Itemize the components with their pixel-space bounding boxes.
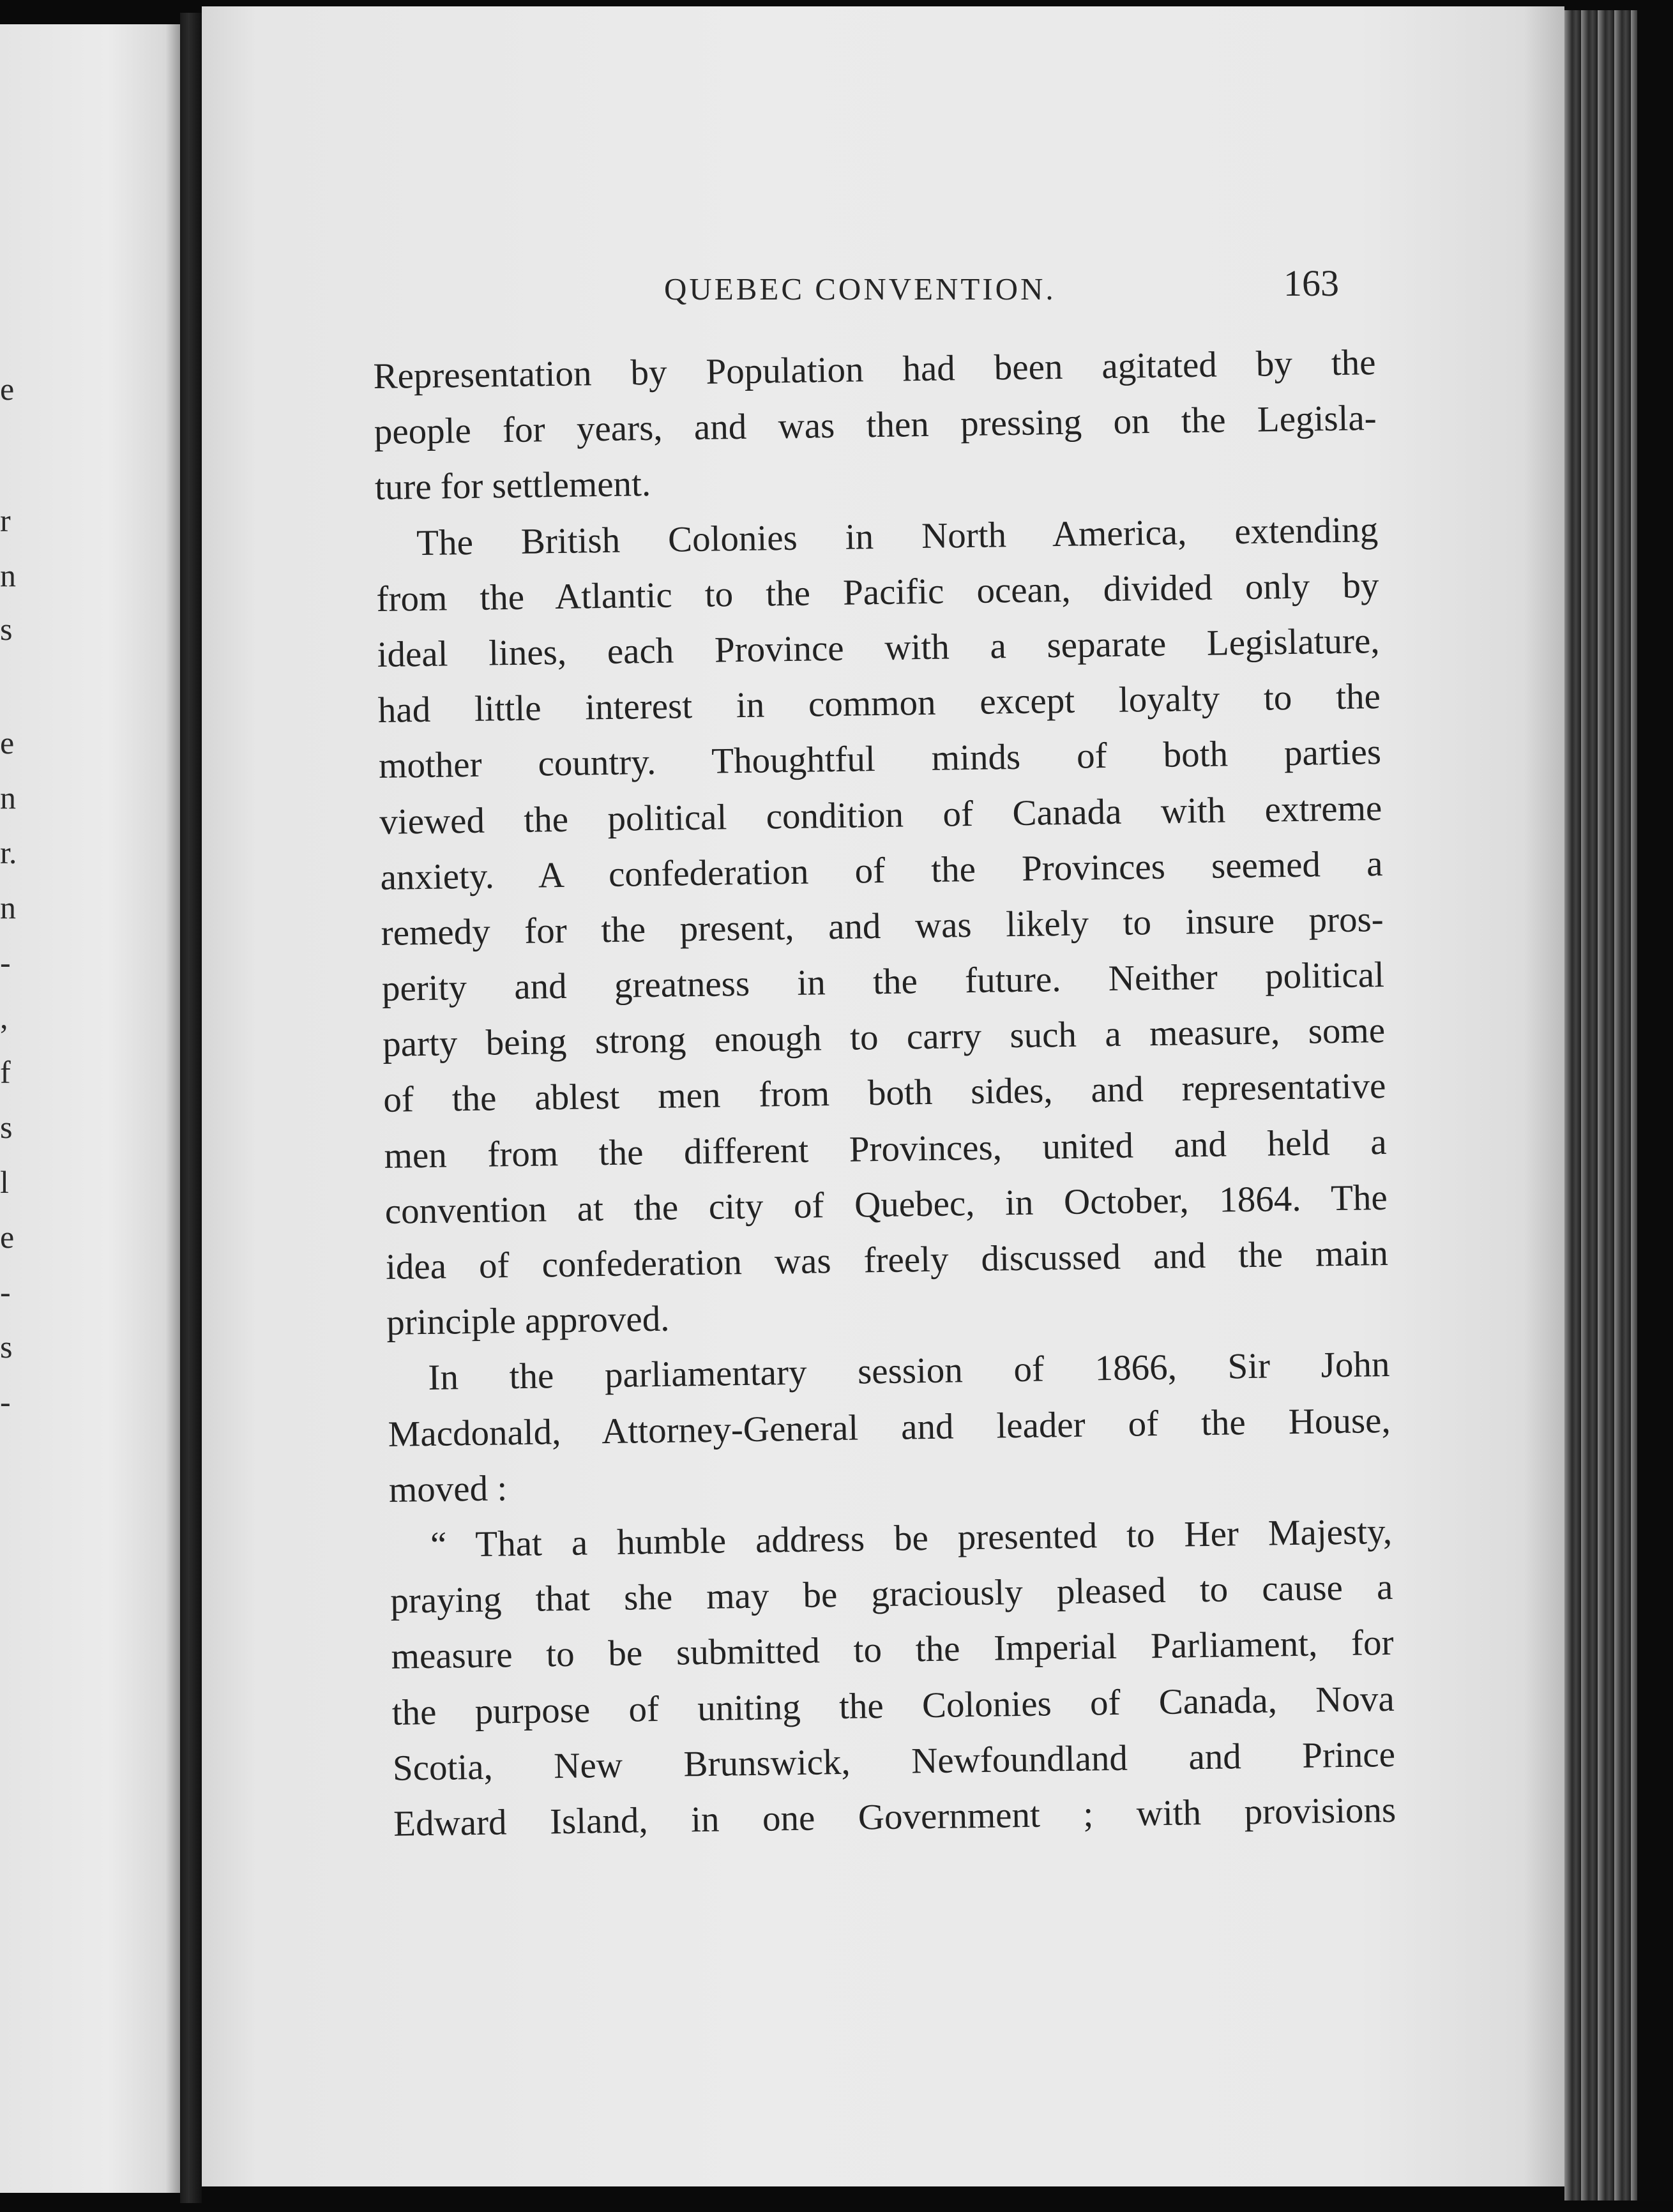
text-line: viewed the political condition of Canada with extreme [379, 787, 1382, 842]
margin-fragment: e [0, 371, 15, 407]
text-line: from the Atlantic to the Pacific ocean, divided only by [376, 564, 1379, 619]
text-line: Edward Island, in one Government ; with provisions [393, 1789, 1397, 1844]
text-line: party being strong enough to carry such a measure, some [382, 1010, 1386, 1065]
margin-fragment: f [0, 1054, 11, 1090]
text-line: the purpose of uniting the Colonies of Canada, Nova [391, 1678, 1395, 1733]
margin-fragment: r. [0, 835, 17, 870]
margin-fragment: e [0, 725, 15, 761]
text-line: principle approved. [386, 1298, 670, 1344]
body-text [373, 335, 1397, 1852]
margin-fragment: s [0, 1329, 13, 1365]
book-gutter [180, 13, 202, 2203]
margin-fragment: e [0, 1219, 15, 1255]
margin-fragment: n [0, 780, 16, 815]
text-line: In the parliamentary session of 1866, Sir John [428, 1344, 1390, 1398]
page-edges [1564, 10, 1673, 2201]
margin-fragment: - [0, 1274, 11, 1310]
running-head: QUEBEC CONVENTION. [664, 271, 1056, 307]
text-line: had little interest in common except loyalty to the [377, 676, 1381, 731]
text-line: ture for settlement. [374, 464, 651, 508]
margin-fragment: n [0, 890, 16, 925]
text-line: idea of confederation was freely discussed and the main [385, 1232, 1389, 1287]
text-line: Scotia, New Brunswick, Newfoundland and Prince [392, 1734, 1396, 1789]
text-line: people for years, and was then pressing on the Legisla- [374, 398, 1377, 453]
text-line: measure to be submitted to the Imperial Parliament, for [391, 1623, 1394, 1678]
facing-page [0, 24, 180, 2193]
text-line: convention at the city of Quebec, in October, 1864. The [384, 1177, 1388, 1232]
text-line: remedy for the present, and was likely to insure pros- [381, 898, 1384, 953]
text-line: men from the different Provinces, united and held a [384, 1121, 1387, 1176]
text-line: ideal lines, each Province with a separate Legislature, [377, 620, 1380, 675]
text-line: Representation by Population had been agitated by the [373, 342, 1376, 397]
text-line: moved : [388, 1467, 508, 1510]
margin-fragment: s [0, 611, 13, 647]
text-line: Macdonald, Attorney-General and leader of the House, [388, 1400, 1391, 1455]
margin-fragment: - [0, 944, 11, 980]
text-line: of the ablest men from both sides, and representative [382, 1066, 1386, 1121]
text-line: perity and greatness in the future. Neither political [381, 955, 1385, 1009]
page-number: 163 [1283, 262, 1339, 304]
margin-fragment: , [0, 999, 8, 1035]
margin-fragment: r [0, 503, 11, 538]
text-line: “ That a humble address be presented to Her Majesty, [430, 1511, 1393, 1565]
text-line: anxiety. A confederation of the Provinces seemed a [380, 843, 1383, 898]
text-line: mother country. Thoughtful minds of both parties [378, 732, 1382, 787]
margin-fragment: n [0, 557, 16, 593]
margin-fragment: - [0, 1384, 11, 1420]
text-line: praying that she may be graciously pleased to cause a [390, 1567, 1393, 1621]
margin-fragment: l [0, 1164, 9, 1200]
text-line: The British Colonies in North America, extending [416, 509, 1379, 563]
margin-fragment: s [0, 1109, 13, 1145]
